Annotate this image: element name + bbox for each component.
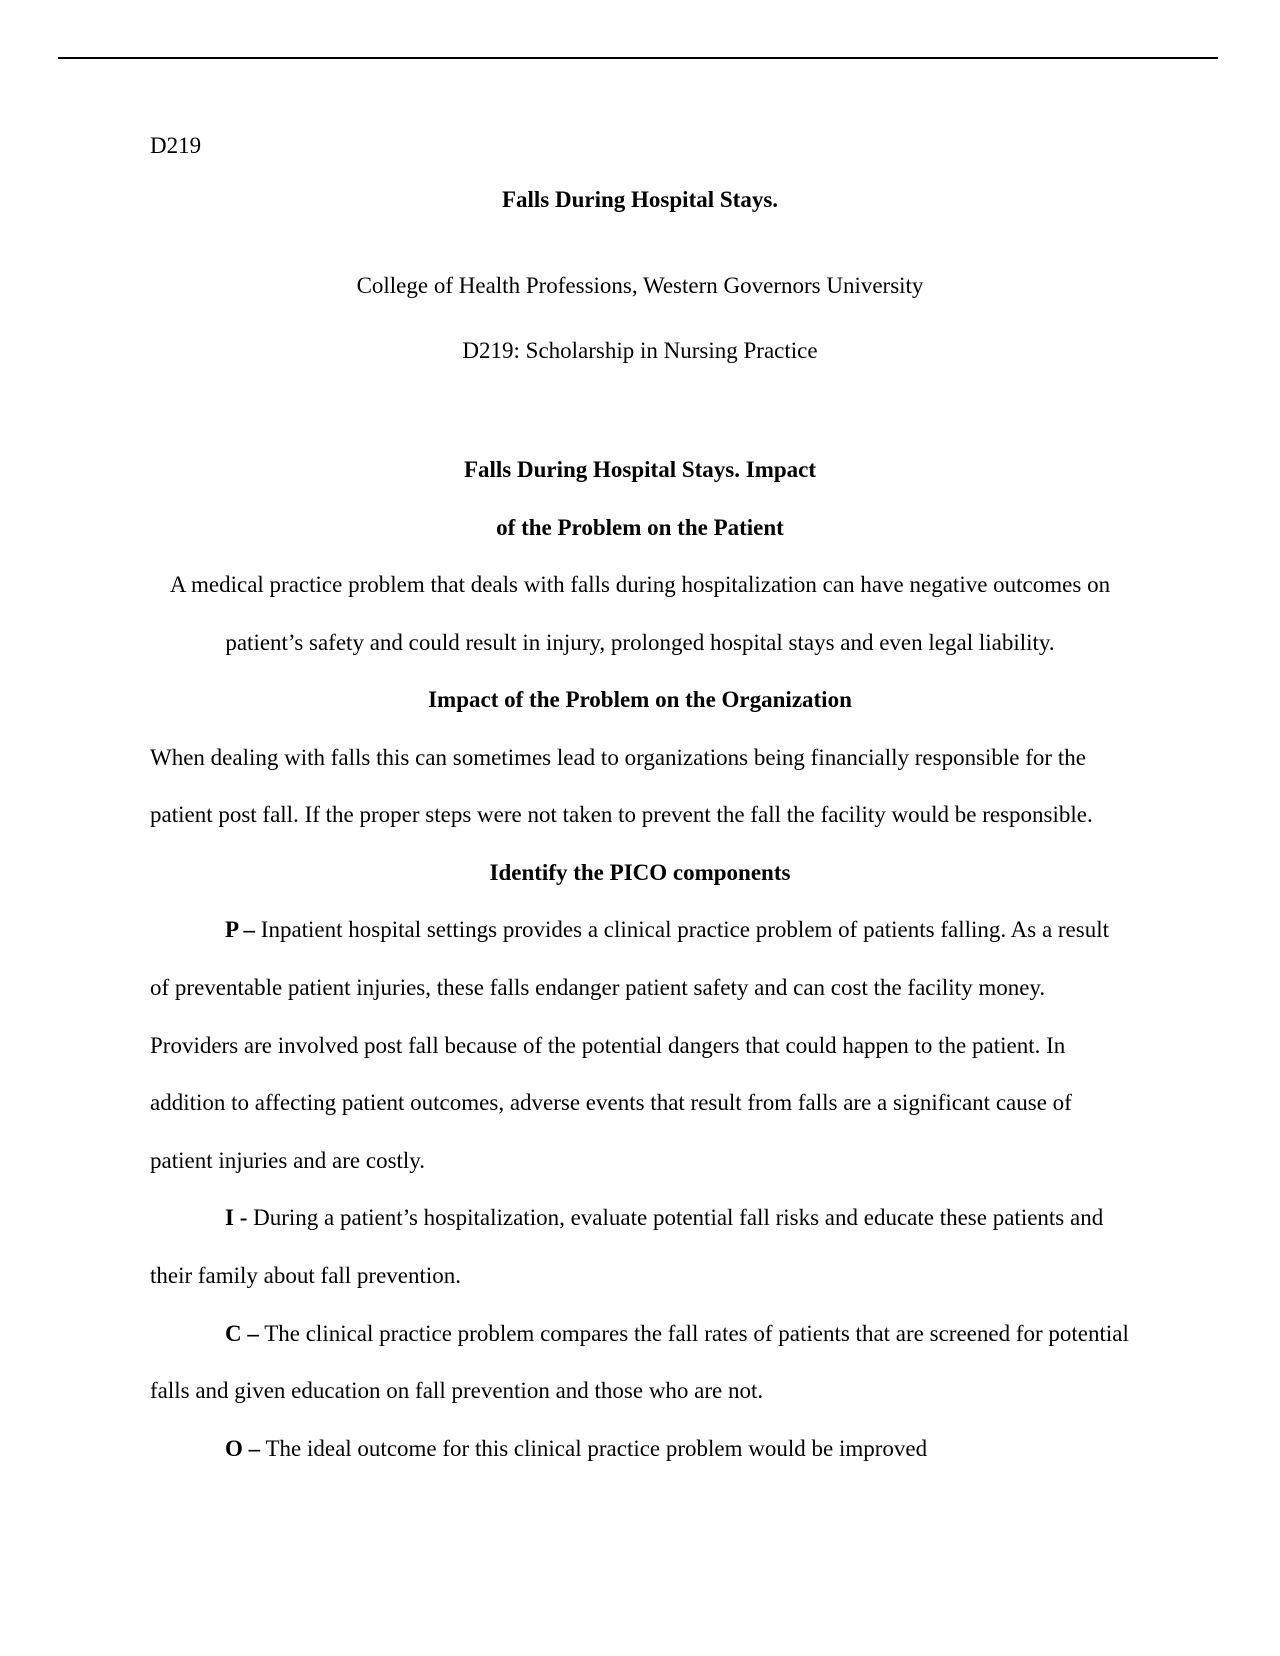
pico-population-text: Inpatient hospital settings provides a clinical practice problem of patients falling. As a result of preventable patient injuries, these falls endanger patient safety and can cost the facility money. Providers are involved post fall because of the potential dangers that could happen to the patient. In addition to affecting patient outcomes, adverse events that result from falls are a significant cause of patient injuries and are costly. <box>150 917 1109 1173</box>
pico-outcome-paragraph <box>150 1420 1130 1478</box>
pico-intervention-paragraph <box>150 1189 1130 1304</box>
section-heading-patient-impact-line2: of the Problem on the Patient <box>496 514 784 540</box>
pico-comparison-text: The clinical practice problem compares the fall rates of patients that are screened for potential falls and given education on fall prevention and those who are not. <box>150 1320 1129 1404</box>
section-heading-patient-impact-line1: Falls During Hospital Stays. Impact <box>463 457 817 482</box>
section-heading-organization-impact: Impact of the Problem on the Organization <box>428 687 852 713</box>
pico-outcome-text: The ideal outcome for this clinical practice problem would be improved <box>260 1435 928 1461</box>
document-title: Falls During Hospital Stays. <box>501 187 779 212</box>
pico-outcome-label: O – <box>225 1435 261 1461</box>
paragraph-patient-impact: A medical practice problem that deals with falls during hospitalization can have negative outcomes on patient’s safety and could result in injury, prolonged hospital stays and even legal liability. <box>169 572 1111 655</box>
pico-intervention-text: During a patient’s hospitalization, evaluate potential fall risks and educate these patients and their family about fall prevention. <box>150 1205 1104 1288</box>
course-name: D219: Scholarship in Nursing Practice <box>462 338 818 363</box>
pico-intervention-label: I - <box>225 1205 248 1231</box>
document-body <box>150 441 1130 1477</box>
author-affiliation: College of Health Professions, Western Governors University <box>356 273 924 298</box>
header-rule <box>58 57 1218 59</box>
pico-population-label: P – <box>225 917 256 943</box>
pico-comparison-label: C – <box>225 1320 259 1346</box>
header-course-code: D219 <box>150 133 202 158</box>
section-heading-pico: Identify the PICO components <box>489 859 791 885</box>
pico-population-paragraph <box>150 901 1130 1189</box>
pico-comparison-paragraph <box>150 1305 1130 1420</box>
paragraph-organization-impact: When dealing with falls this can sometimes lead to organizations being financially responsible for the patient post fall. If the proper steps were not taken to prevent the fall the facility would be responsible. <box>150 744 1093 828</box>
